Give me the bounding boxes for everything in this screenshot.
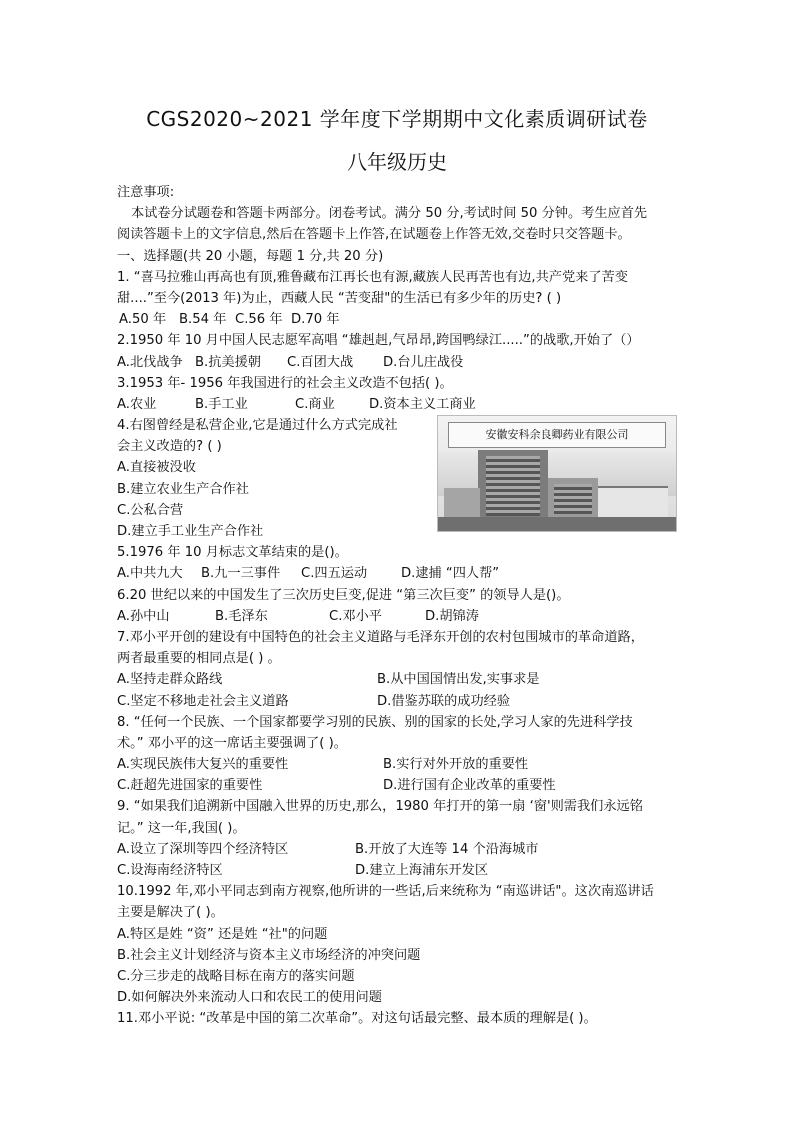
option-b: B.54 年 bbox=[179, 312, 227, 328]
option-d: D.进行国有企业改革的重要性 bbox=[383, 778, 556, 794]
question-text: 术。” 邓小平的这一席话主要强调了( )。 bbox=[117, 735, 347, 751]
question-text: 2.1950 年 10 月中国人民志愿军高唱 “雄赳赳,气昂昂,跨国鸭绿江.....”的战歌,开始了（） bbox=[117, 333, 640, 349]
exam-body bbox=[117, 182, 677, 1030]
question-text: 9. “如果我们追溯新中国融入世界的历史,那么，1980 年打开的第一扇 ‘窗'则需我们永远铭 bbox=[117, 799, 643, 815]
option-b: B.建立农业生产合作社 bbox=[117, 481, 249, 497]
question-text: 11.邓小平说: “改革是中国的第二次革命”。对这句话最完整、最本质的理解是( )。 bbox=[117, 1011, 597, 1027]
question-3 bbox=[117, 373, 677, 415]
question-text: 6.20 世纪以来的中国发生了三次历史巨变,促进 “第三次巨变” 的领导人是()。 bbox=[117, 587, 570, 603]
option-a: A.北伐战争 bbox=[117, 354, 183, 370]
question-text: 7.邓小平开创的建设有中国特色的社会主义道路与毛泽东开创的农村包围城市的革命道路， bbox=[117, 629, 644, 645]
option-a: A.直接被没收 bbox=[117, 460, 196, 476]
option-a: A.坚持走群众路线 bbox=[117, 672, 223, 688]
option-d: D.借鉴苏联的成功经验 bbox=[377, 693, 511, 709]
option-b: B.九一三事件 bbox=[201, 566, 281, 582]
question-11 bbox=[117, 1008, 677, 1029]
question-8 bbox=[117, 712, 677, 797]
option-c: C.56 年 bbox=[235, 312, 283, 328]
option-a: A.孙中山 bbox=[117, 608, 170, 624]
option-d: D.台儿庄战役 bbox=[383, 354, 464, 370]
option-c: C.赶超先进国家的重要性 bbox=[117, 778, 263, 794]
option-d: D.资本主义工商业 bbox=[369, 396, 476, 412]
question-text: 4.右图曾经是私营企业,它是通过什么方式完成社 bbox=[117, 418, 398, 434]
photo-ground bbox=[438, 517, 676, 531]
question-text: 两者最重要的相同点是( ) 。 bbox=[117, 651, 281, 667]
question-text: 会主义改造的? ( ) bbox=[117, 439, 222, 455]
option-b: B.毛泽东 bbox=[215, 608, 268, 624]
option-b: B.实行对外开放的重要性 bbox=[383, 757, 529, 773]
option-d: D.逮捕 “四人帮” bbox=[401, 566, 500, 582]
option-d: D.胡锦涛 bbox=[425, 608, 479, 624]
company-sign: 安徽安科余良卿药业有限公司 bbox=[448, 422, 666, 448]
question-2 bbox=[117, 330, 677, 372]
question-10 bbox=[117, 881, 677, 1008]
option-c: C.商业 bbox=[295, 396, 335, 412]
notes-line: 本试卷分试题卷和答题卡两部分。闭卷考试。满分 50 分,考试时间 50 分钟。考生应首先 bbox=[131, 206, 648, 222]
option-b: B.手工业 bbox=[195, 396, 248, 412]
page-title: CGS2020~2021 学年度下学期期中文化素质调研试卷 bbox=[146, 107, 648, 131]
question-7 bbox=[117, 627, 677, 712]
question-text: 3.1953 年- 1956 年我国进行的社会主义改造不包括( )。 bbox=[117, 375, 453, 391]
option-c: C.四五运动 bbox=[301, 566, 368, 582]
question-1 bbox=[117, 267, 677, 331]
tower-windows bbox=[486, 456, 540, 516]
option-b: B.抗美援朝 bbox=[195, 354, 261, 370]
option-d: D.建立手工业生产合作社 bbox=[117, 524, 264, 539]
option-d: D.建立上海浦东开发区 bbox=[355, 863, 489, 878]
option-d: D.如何解决外来流动人口和农民工的使用问题 bbox=[117, 990, 382, 1006]
option-a: A.设立了深圳等四个经济特区 bbox=[117, 841, 289, 857]
question-text: 主要是解决了( )。 bbox=[117, 905, 224, 921]
notes-heading: 注意事项: bbox=[117, 185, 175, 200]
low-building-windows bbox=[554, 484, 592, 514]
option-b: B.从中国国情出发,实事求是 bbox=[377, 672, 540, 688]
question-9 bbox=[117, 796, 677, 881]
option-c: C.邓小平 bbox=[329, 608, 382, 624]
option-a: A.50 年 bbox=[119, 312, 167, 328]
option-c: C.百团大战 bbox=[287, 354, 354, 370]
option-a: A.特区是姓 “资” 还是姓 “社"的问题 bbox=[117, 926, 328, 942]
option-c: C.公私合营 bbox=[117, 502, 184, 518]
question-text: 8. “任何一个民族、一个国家都要学习别的民族、别的国家的长处,学习人家的先进科学技 bbox=[117, 714, 633, 730]
question-text: 记。” 这一年,我国( )。 bbox=[117, 820, 246, 836]
question-4 bbox=[117, 415, 677, 542]
question-text: 甜....”至今(2013 年)为止，西藏人民 “苦变甜"的生活已有多少年的历史? ( ) bbox=[117, 290, 562, 306]
option-d: D.70 年 bbox=[291, 312, 340, 328]
question-5 bbox=[117, 542, 677, 584]
option-c: C.坚定不移地走社会主义道路 bbox=[117, 693, 289, 709]
notes-line: 阅读答题卡上的文字信息,然后在答题卡上作答,在试题卷上作答无效,交卷时只交答题卡。 bbox=[117, 227, 631, 243]
option-a: A.中共九大 bbox=[117, 566, 183, 582]
question-6 bbox=[117, 585, 677, 627]
option-a: A.实现民族伟大复兴的重要性 bbox=[117, 757, 289, 773]
option-b: B.开放了大连等 14 个沿海城市 bbox=[355, 841, 539, 857]
company-photo bbox=[437, 415, 677, 532]
option-b: B.社会主义计划经济与资本主义市场经济的冲突问题 bbox=[117, 947, 421, 963]
page-subtitle: 八年级历史 bbox=[347, 150, 447, 174]
question-text: 10.1992 年,邓小平同志到南方视察,他所讲的一些话,后来统称为 “南巡讲话"。这次南巡讲话 bbox=[117, 884, 654, 900]
option-a: A.农业 bbox=[117, 396, 157, 412]
question-text: 5.1976 年 10 月标志文革结束的是()。 bbox=[117, 545, 348, 561]
question-text: 1. “喜马拉雅山再高也有顶,雅鲁藏布江再长也有源,藏族人民再苦也有边,共产党来了苦变 bbox=[117, 269, 628, 285]
section-heading: 一、选择题(共 20 小题，每题 1 分,共 20 分) bbox=[117, 248, 384, 264]
option-c: C.设海南经济特区 bbox=[117, 863, 223, 878]
option-c: C.分三步走的战略目标在南方的落实问题 bbox=[117, 968, 355, 984]
